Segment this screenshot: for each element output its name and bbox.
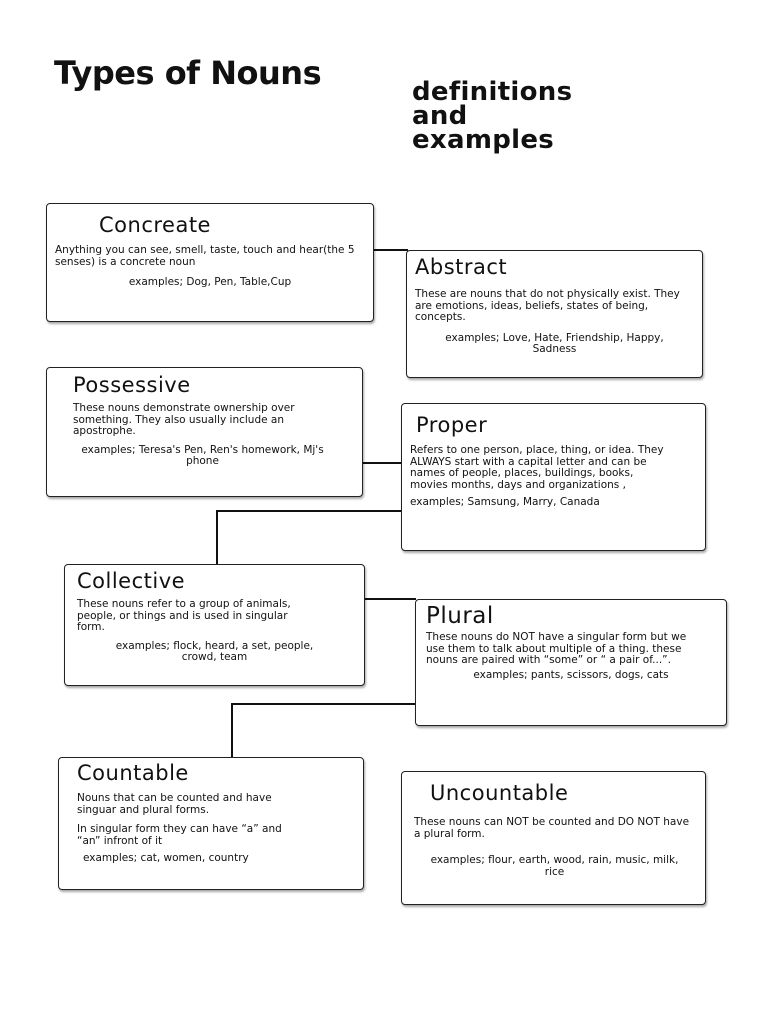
- card-definition: These are nouns that do not physically exist. They are emotions, ideas, beliefs, states of being, concepts.: [415, 288, 680, 323]
- card-examples: examples; pants, scissors, dogs, cats: [473, 668, 669, 681]
- subtitle-line: definitions: [412, 77, 573, 107]
- card-title: Collective: [77, 569, 186, 593]
- card-proper: [401, 403, 706, 551]
- card-examples: examples; flour, earth, wood, rain, music, milk, rice: [430, 854, 679, 878]
- card-uncountable: [401, 771, 706, 905]
- card-concreate: [46, 203, 374, 322]
- subtitle-line: and: [412, 101, 468, 131]
- card-title: Possessive: [73, 373, 191, 397]
- card-definition: Nouns that can be counted and have singuar and plural forms.: [77, 792, 272, 816]
- card-examples: examples; Dog, Pen, Table,Cup: [128, 276, 292, 288]
- connector-line: [362, 462, 402, 464]
- card-title: Abstract: [415, 255, 508, 279]
- card-examples: examples; Samsung, Marry, Canada: [410, 496, 600, 508]
- card-examples: examples; Love, Hate, Friendship, Happy, Sadness: [445, 331, 664, 355]
- card-title: Proper: [416, 413, 488, 437]
- card-possessive: [46, 367, 363, 497]
- card-examples: examples; flock, heard, a set, people, crowd, team: [115, 639, 314, 663]
- page-title: Types of Nouns: [54, 54, 322, 92]
- card-abstract: [406, 250, 703, 378]
- connector-line: [231, 703, 416, 705]
- subtitle-line: examples: [412, 125, 555, 155]
- card-title: Countable: [77, 761, 189, 785]
- card-countable: [58, 757, 364, 890]
- card-plural: [415, 599, 727, 726]
- card-definition: Refers to one person, place, thing, or idea. They ALWAYS start with a capital letter and can be names of people, places, buildings, books, movies months, days and organizations ,: [410, 444, 664, 491]
- card-definition: These nouns can NOT be counted and DO NOT have a plural form.: [414, 816, 690, 840]
- card-title: Uncountable: [430, 781, 569, 805]
- card-definition: These nouns demonstrate ownership over something. They also usually include an apostrophe.: [73, 402, 295, 437]
- connector-line: [372, 249, 408, 251]
- card-definition: Anything you can see, smell, taste, touch and hear(the 5 senses) is a concrete noun: [55, 244, 355, 268]
- card-title: Plural: [426, 603, 494, 629]
- card-examples: examples; Teresa's Pen, Ren's homework, Mj's phone: [81, 443, 324, 467]
- connector-line: [216, 510, 402, 512]
- page-subtitle: [412, 77, 712, 155]
- connector-line: [231, 703, 233, 757]
- connector-line: [364, 598, 416, 600]
- card-definition-2: In singular form they can have “a” and “an” infront of it: [77, 823, 282, 847]
- card-definition: These nouns refer to a group of animals, people, or things and is used in singular form.: [77, 598, 291, 633]
- card-title: Concreate: [99, 213, 211, 237]
- connector-line: [216, 510, 218, 564]
- card-definition: These nouns do NOT have a singular form but we use them to talk about multiple of a thing. these nouns are paired with “some” or “ a pair of...”.: [426, 631, 687, 666]
- card-collective: [64, 564, 365, 686]
- card-examples: examples; cat, women, country: [83, 852, 249, 864]
